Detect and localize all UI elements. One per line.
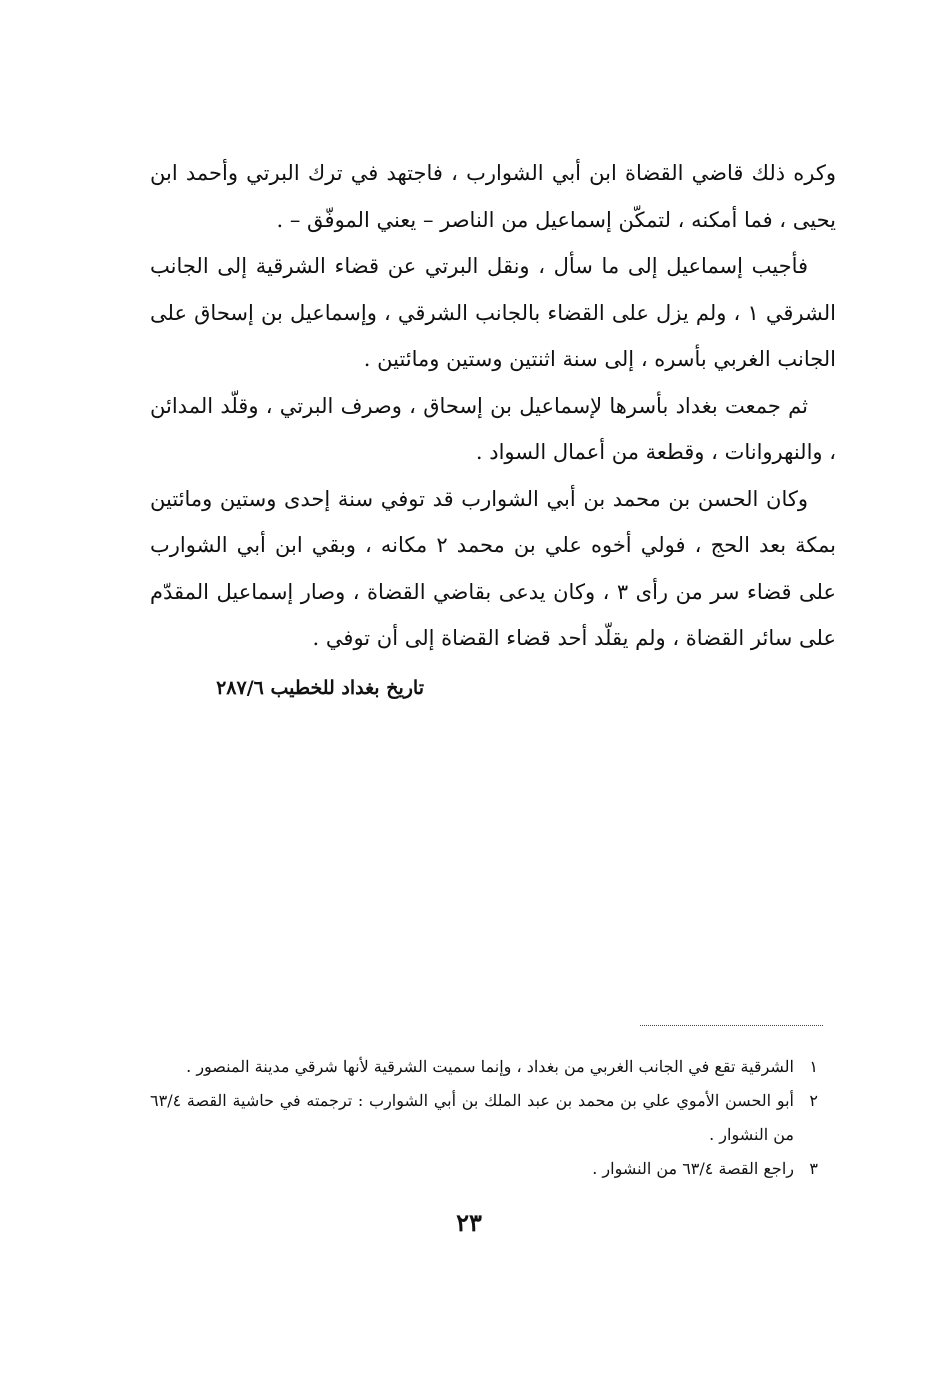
footnote-item	[150, 1050, 818, 1084]
footnote-item	[150, 1152, 818, 1186]
footnote-item	[150, 1084, 818, 1152]
paragraph-1: وكره ذلك قاضي القضاة ابن أبي الشوارب ، فاجتهد في ترك البرتي وأحمد ابن يحيى ، فما أمكنه ، لتمكّن إسماعيل من الناصر – يعني الموفّق – .	[150, 161, 836, 232]
source-citation-text: تاريخ بغداد للخطيب ٢٨٧/٦	[216, 677, 424, 699]
footnote-divider	[640, 1025, 823, 1026]
footnote-number: ١	[809, 1057, 818, 1076]
source-citation	[150, 668, 836, 708]
footnote-number: ٢	[809, 1091, 818, 1110]
footnote-number: ٣	[809, 1159, 818, 1178]
footnote-text: راجع القصة ٦٣/٤ من النشوار .	[592, 1159, 794, 1178]
paragraph-3: ثم جمعت بغداد بأسرها لإسماعيل بن إسحاق ، وصرف البرتي ، وقلّد المدائن ، والنهروانات ، وقطعة من أعمال السواد .	[150, 393, 836, 464]
footnote-text: أبو الحسن الأموي علي بن محمد بن عبد الملك بن أبي الشوارب : ترجمته في حاشية القصة ٦٣/٤ من النشوار .	[150, 1091, 794, 1144]
paragraph-2: فأجيب إسماعيل إلى ما سأل ، ونقل البرتي عن قضاء الشرقية إلى الجانب الشرقي ١ ، ولم يزل على القضاء بالجانب الشرقي ، وإسماعيل بن إسحاق على الجانب الغربي بأسره ، إلى سنة اثنتين وستين ومائتين .	[150, 254, 836, 371]
footnotes	[150, 1050, 818, 1186]
main-text	[150, 150, 836, 662]
paragraph-4: وكان الحسن بن محمد بن أبي الشوارب قد توفي سنة إحدى وستين ومائتين بمكة بعد الحج ، فولي أخوه علي بن محمد ٢ مكانه ، وبقي ابن أبي الشوارب على قضاء سر من رأى ٣ ، وكان يدعى بقاضي القضاة ، وصار إسماعيل المقدّم على سائر القضاة ، ولم يقلّد أحد قضاء القضاة إلى أن توفي .	[150, 486, 837, 650]
page-number: ٢٣	[456, 1208, 482, 1237]
footnote-text: الشرقية تقع في الجانب الغربي من بغداد ، وإنما سميت الشرقية لأنها شرقي مدينة المنصور .	[186, 1057, 794, 1076]
